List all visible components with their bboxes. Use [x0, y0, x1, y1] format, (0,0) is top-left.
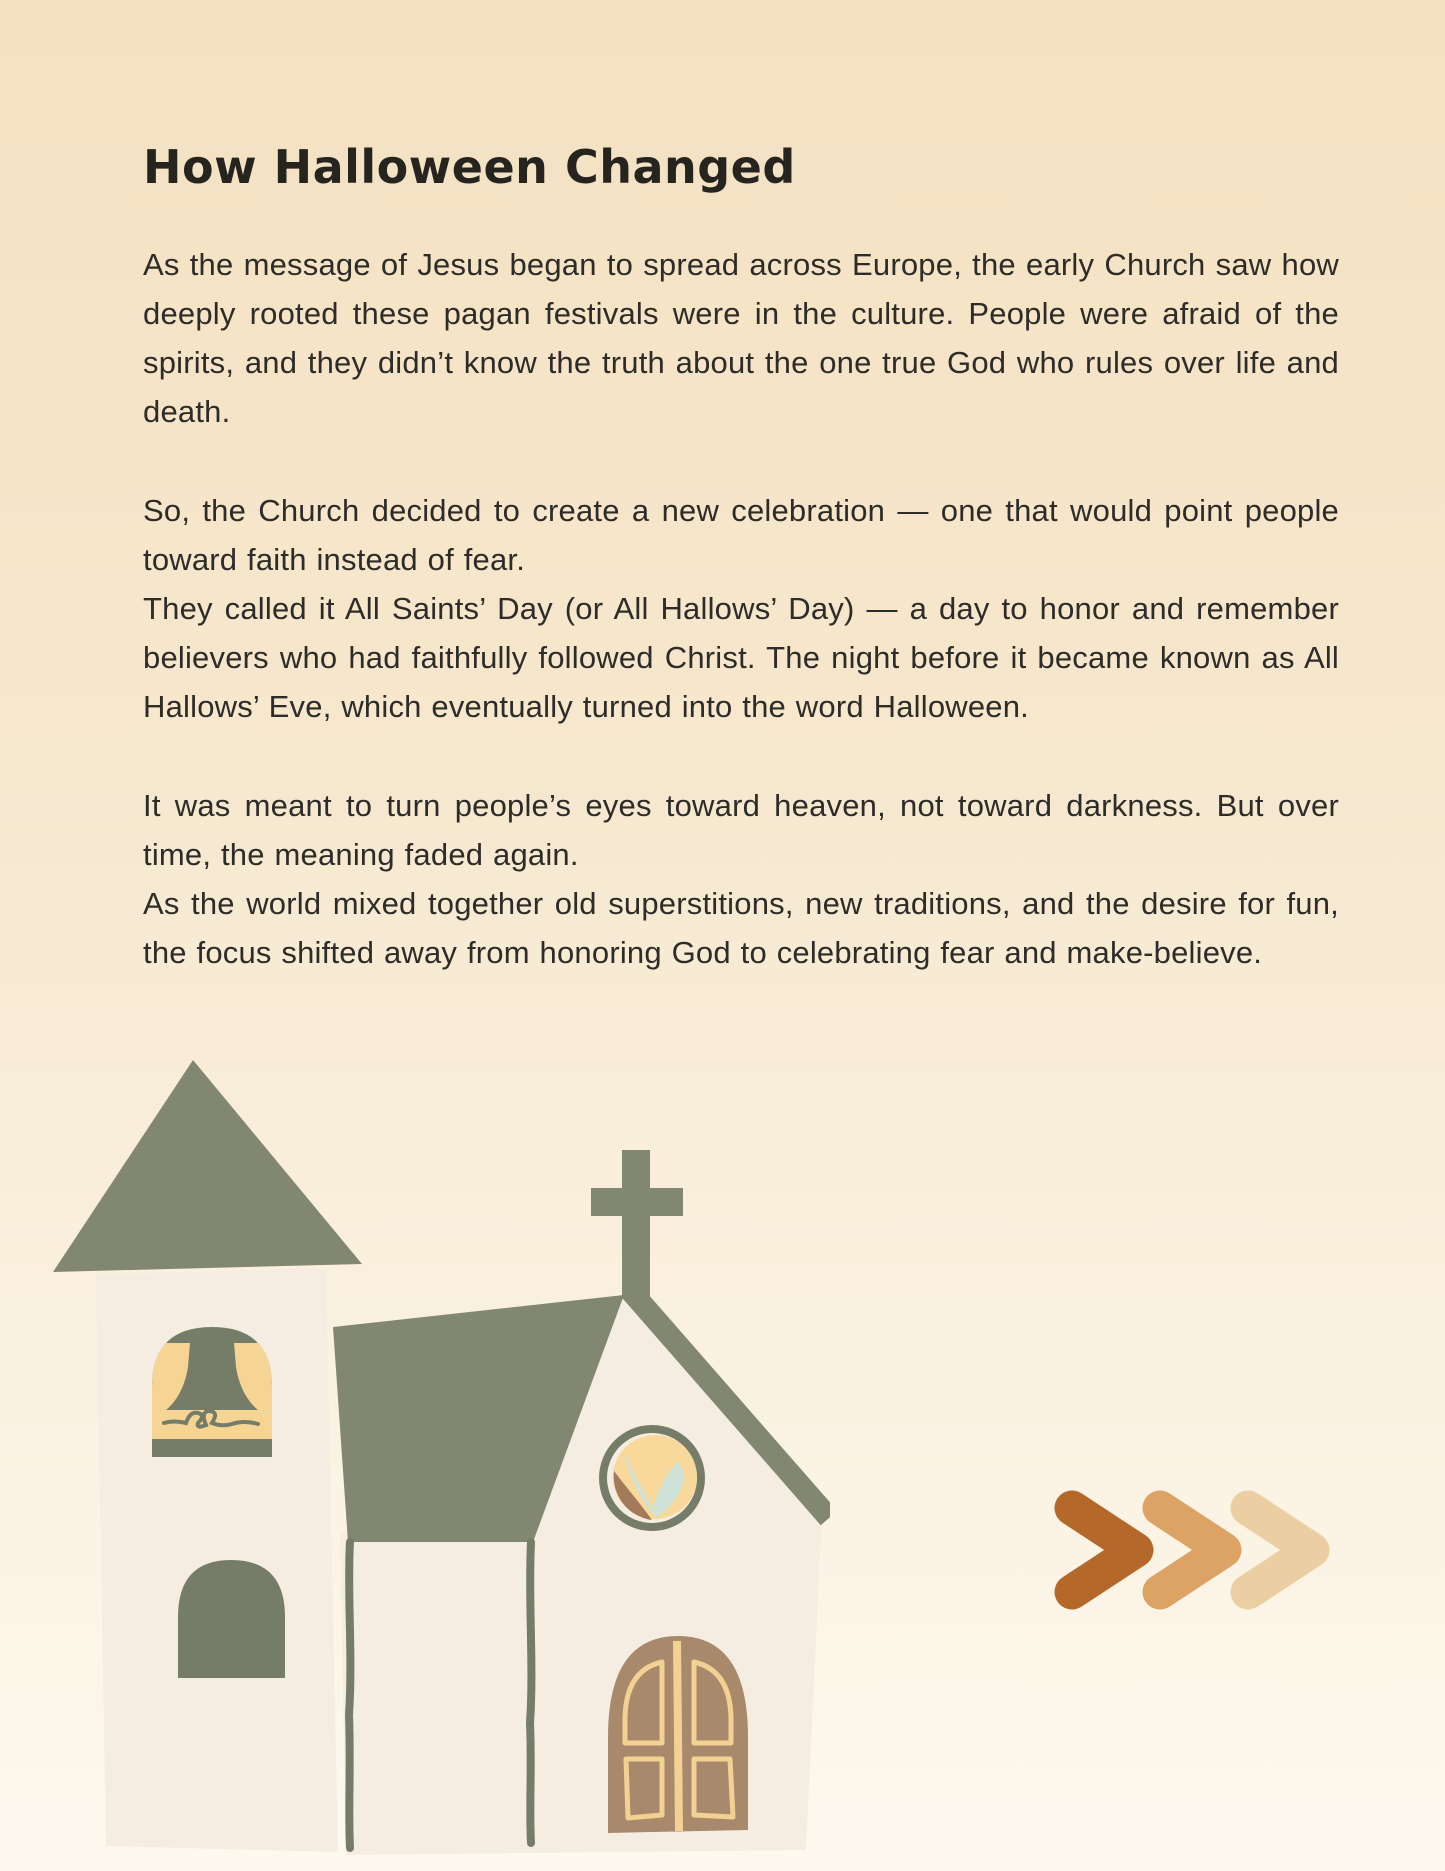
- paragraph-block: [143, 240, 1339, 436]
- paragraph-text: They called it All Saints’ Day (or All Hallows’ Day) — a day to honor and remember believers who had faithfully followed Christ. The night before it became known as All Hallows’ Eve, which eventually turned into the word Halloween.: [143, 591, 1339, 724]
- tower-roof: [53, 1060, 362, 1272]
- church-illustration-svg: [40, 1055, 830, 1871]
- cross-icon: [591, 1150, 683, 1300]
- paragraph-text: As the world mixed together old superstitions, new traditions, and the desire for fun, the focus shifted away from honoring God to celebrating fear and make-believe.: [143, 886, 1339, 970]
- text-column: [143, 140, 1339, 1027]
- body-text: [143, 240, 1339, 977]
- paragraph-block: [143, 781, 1339, 977]
- chevron-right-icon: [1248, 1508, 1312, 1592]
- paragraph-text: As the message of Jesus began to spread across Europe, the early Church saw how deeply rooted these pagan festivals were in the culture. People were afraid of the spirits, and they didn’t know the truth about the one true God who rules over life and death.: [143, 247, 1339, 429]
- page-title: How Halloween Changed: [143, 140, 796, 194]
- chevron-arrows: [1040, 1479, 1350, 1629]
- church-door: [608, 1636, 748, 1833]
- chevron-arrows-svg: [1040, 1479, 1350, 1629]
- tower-door: [178, 1560, 285, 1678]
- bell-window: [148, 1327, 278, 1459]
- chevron-right-icon: [1072, 1508, 1136, 1592]
- paragraph-block: [143, 486, 1339, 731]
- chevron-right-icon: [1160, 1508, 1224, 1592]
- paragraph-text: It was meant to turn people’s eyes toward heaven, not toward darkness. But over time, the meaning faded again.: [143, 788, 1339, 872]
- rose-window: [599, 1425, 705, 1531]
- church-illustration: [40, 1055, 830, 1871]
- porch-post-left: [349, 1542, 350, 1848]
- porch-post-right: [530, 1542, 531, 1843]
- paragraph-text: So, the Church decided to create a new celebration — one that would point people toward faith instead of fear.: [143, 493, 1339, 577]
